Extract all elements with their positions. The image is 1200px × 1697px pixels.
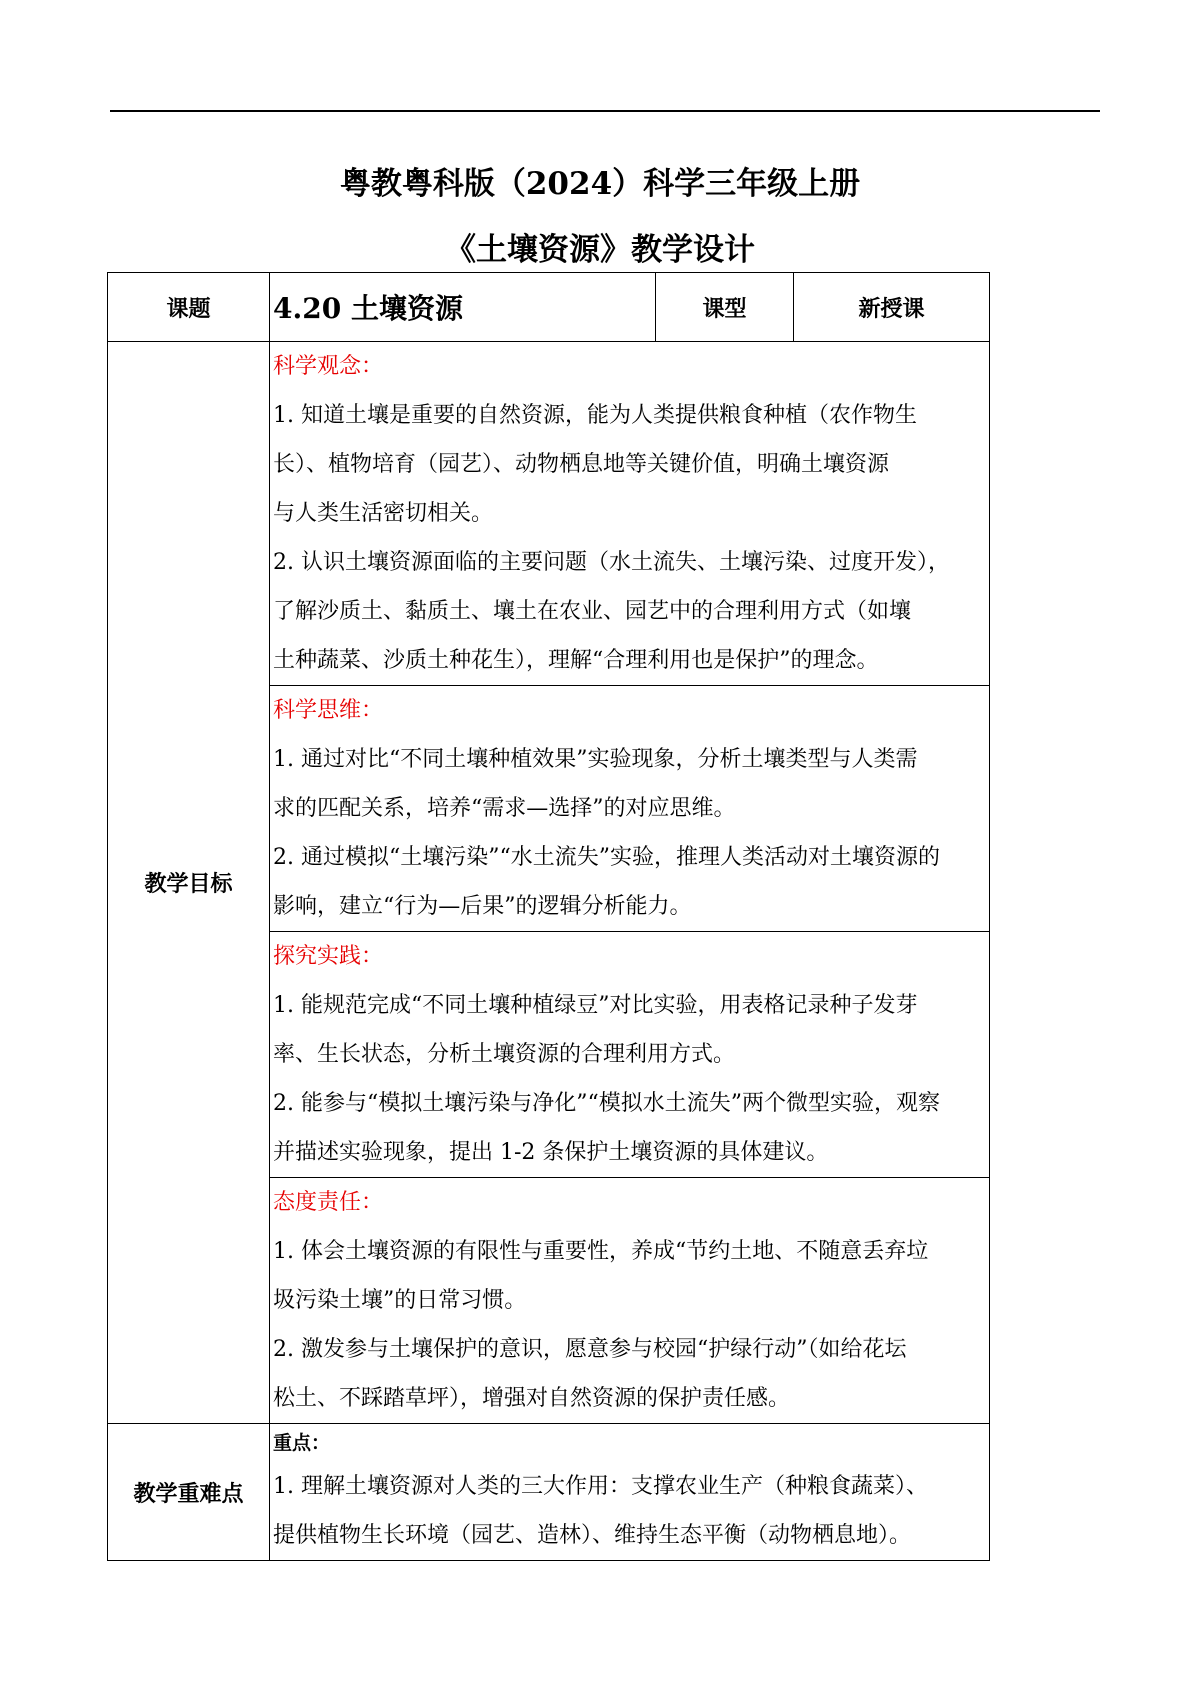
section-title: 科学思维： <box>273 698 384 723</box>
section-line: 1. 知道土壤是重要的自然资源，能为人类提供粮食种植（农作物生 <box>273 403 917 428</box>
section-title: 科学观念： <box>273 354 384 379</box>
keypoints-line: 提供植物生长环境（园艺、造林）、维持生态平衡（动物栖息地）。 <box>273 1523 912 1548</box>
document-subtitle: 《土壤资源》教学设计 <box>445 232 755 268</box>
keypoints-row <box>108 1424 990 1561</box>
section-inquiry-practice <box>270 932 990 1178</box>
section-line: 圾污染土壤”的日常习惯。 <box>273 1288 527 1313</box>
section-line: 2. 激发参与土壤保护的意识，愿意参与校园“护绿行动”（如给花坛 <box>273 1337 907 1362</box>
section-line: 1. 能规范完成“不同土壤种植绿豆”对比实验，用表格记录种子发芽 <box>273 993 918 1018</box>
section-line: 了解沙质土、黏质土、壤土在农业、园艺中的合理利用方式（如壤 <box>273 599 912 624</box>
section-line: 求的匹配关系，培养“需求—选择”的对应思维。 <box>273 796 736 821</box>
section-science-thinking <box>270 686 990 932</box>
keypoints-label: 教学重难点 <box>108 1424 270 1561</box>
section-line: 2. 能参与“模拟土壤污染与净化”“模拟水土流失”两个微型实验，观察 <box>273 1091 940 1116</box>
topic-label: 课题 <box>108 273 270 342</box>
section-line: 1. 通过对比“不同土壤种植效果”实验现象，分析土壤类型与人类需 <box>273 747 918 772</box>
lesson-plan-table <box>107 272 990 1561</box>
section-line: 影响，建立“行为—后果”的逻辑分析能力。 <box>273 894 692 919</box>
keypoints-line: 1. 理解土壤资源对人类的三大作用：支撑农业生产（种粮食蔬菜）、 <box>273 1474 928 1499</box>
section-line: 土种蔬菜、沙质土种花生），理解“合理利用也是保护”的理念。 <box>273 648 879 673</box>
section-line: 长）、植物培育（园艺）、动物栖息地等关键价值，明确土壤资源 <box>273 452 890 477</box>
section-line: 率、生长状态，分析土壤资源的合理利用方式。 <box>273 1042 736 1067</box>
header-row <box>108 273 990 342</box>
header-rule <box>110 110 1100 112</box>
type-label: 课型 <box>656 273 794 342</box>
section-title: 态度责任： <box>273 1190 384 1215</box>
section-line: 与人类生活密切相关。 <box>273 501 494 526</box>
section-title: 探究实践： <box>273 944 384 969</box>
document-title: 粤教粤科版（2024）科学三年级上册 <box>339 166 861 202</box>
section-line: 1. 体会土壤资源的有限性与重要性，养成“节约土地、不随意丢弃垃 <box>273 1239 929 1264</box>
section-line: 并描述实验现象，提出 1-2 条保护土壤资源的具体建议。 <box>273 1140 829 1165</box>
objectives-label: 教学目标 <box>108 342 270 1424</box>
topic-value: 4.20 土壤资源 <box>270 273 656 342</box>
section-line: 2. 认识土壤资源面临的主要问题（水土流失、土壤污染、过度开发）， <box>273 550 950 575</box>
keypoints-content <box>270 1424 990 1561</box>
section-attitude-responsibility <box>270 1178 990 1424</box>
keypoints-title: 重点： <box>273 1432 331 1454</box>
section-line: 2. 通过模拟“土壤污染”“水土流失”实验，推理人类活动对土壤资源的 <box>273 845 940 870</box>
type-value: 新授课 <box>794 273 990 342</box>
objectives-row-concepts <box>108 342 990 686</box>
section-line: 松土、不踩踏草坪），增强对自然资源的保护责任感。 <box>273 1386 791 1411</box>
section-science-concepts <box>270 342 990 686</box>
